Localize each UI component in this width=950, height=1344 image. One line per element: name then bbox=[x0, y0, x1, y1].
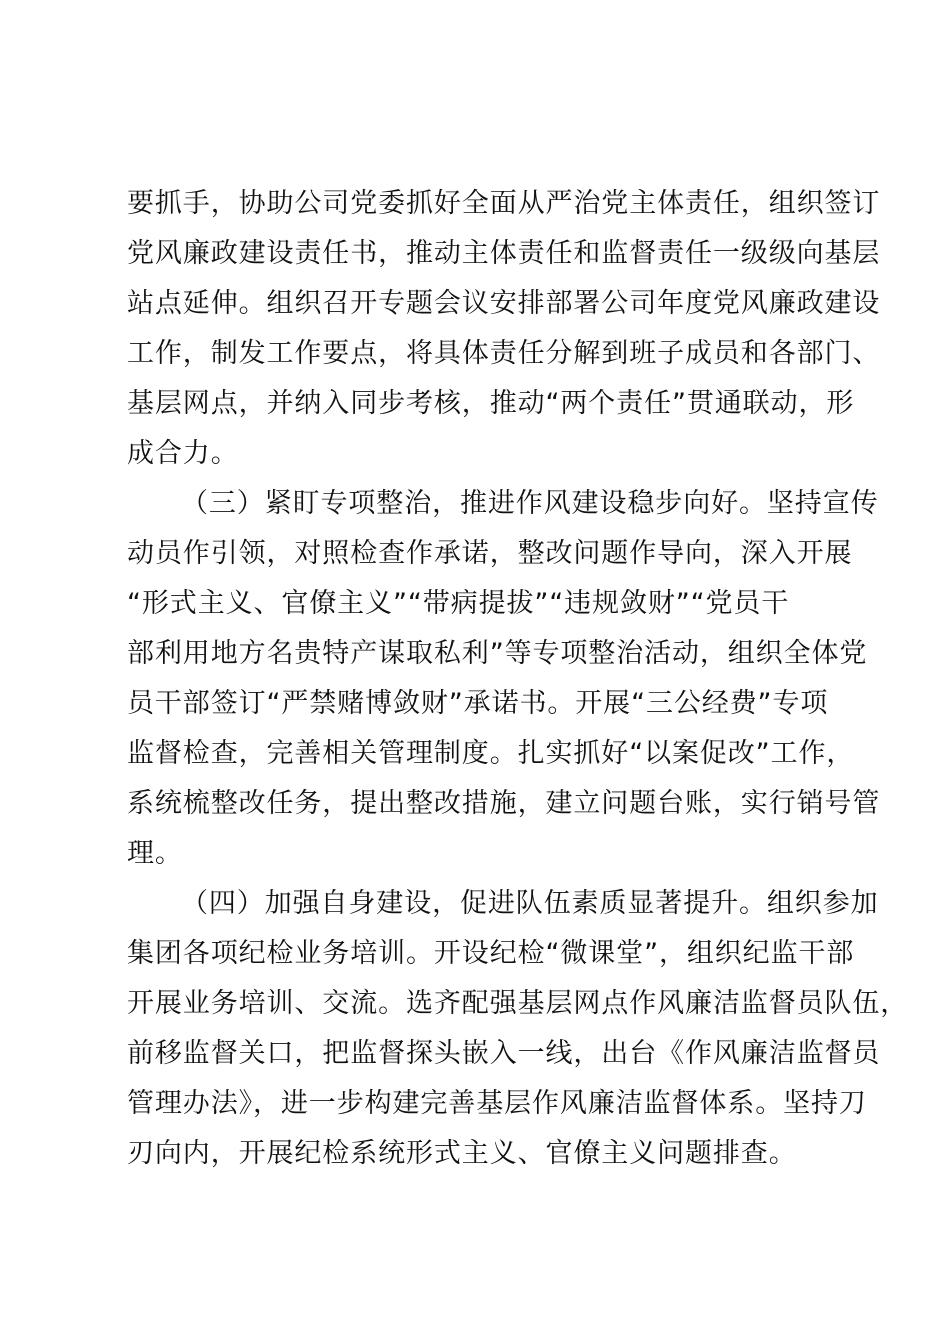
text-line: 工作，制发工作要点，将具体责任分解到班子成员和各部门、 bbox=[127, 338, 881, 369]
text-line: 理。 bbox=[127, 838, 183, 869]
text-line: 部利用地方名贵特产谋取私利”等专项整治活动，组织全体党 bbox=[127, 638, 868, 669]
text-line: 党风廉政建设责任书，推动主体责任和监督责任一级级向基层 bbox=[127, 238, 881, 269]
text-line: 管理办法》，进一步构建完善基层作风廉洁监督体系。坚持刀 bbox=[127, 1088, 867, 1119]
text-line: 动员作引领，对照检查作承诺，整改问题作导向，深入开展 bbox=[127, 538, 853, 569]
paragraph-heading-3: （三）紧盯专项整治，推进作风建设稳步向好。坚持宣传 bbox=[181, 488, 879, 519]
text-line: 开展业务培训、交流。选齐配强基层网点作风廉洁监督员队伍， bbox=[127, 988, 909, 1019]
text-line: “形式主义、官僚主义”“带病提拔”“违规敛财”“党员干 bbox=[127, 588, 790, 619]
text-line: 前移监督关口，把监督探头嵌入一线，出台《作风廉洁监督员 bbox=[127, 1038, 881, 1069]
text-line: 成合力。 bbox=[127, 438, 239, 469]
text-line: 刃向内，开展纪检系统形式主义、官僚主义问题排查。 bbox=[127, 1138, 797, 1169]
text-line: 基层网点，并纳入同步考核，推动“两个责任”贯通联动，形 bbox=[127, 388, 855, 419]
text-line: 员干部签订“严禁赌博敛财”承诺书。开展“三公经费”专项 bbox=[127, 688, 829, 719]
text-line: 要抓手，协助公司党委抓好全面从严治党主体责任，组织签订 bbox=[127, 188, 881, 219]
text-line: 系统梳整改任务，提出整改措施，建立问题台账，实行销号管 bbox=[127, 788, 881, 819]
text-line: 监督检查，完善相关管理制度。扎实抓好“以案促改”工作， bbox=[127, 738, 855, 769]
paragraph-heading-4: （四）加强自身建设，促进队伍素质显著提升。组织参加 bbox=[181, 888, 879, 919]
text-line: 站点延伸。组织召开专题会议安排部署公司年度党风廉政建设 bbox=[127, 288, 881, 319]
text-line: 集团各项纪检业务培训。开设纪检“微课堂”，组织纪监干部 bbox=[127, 938, 855, 969]
